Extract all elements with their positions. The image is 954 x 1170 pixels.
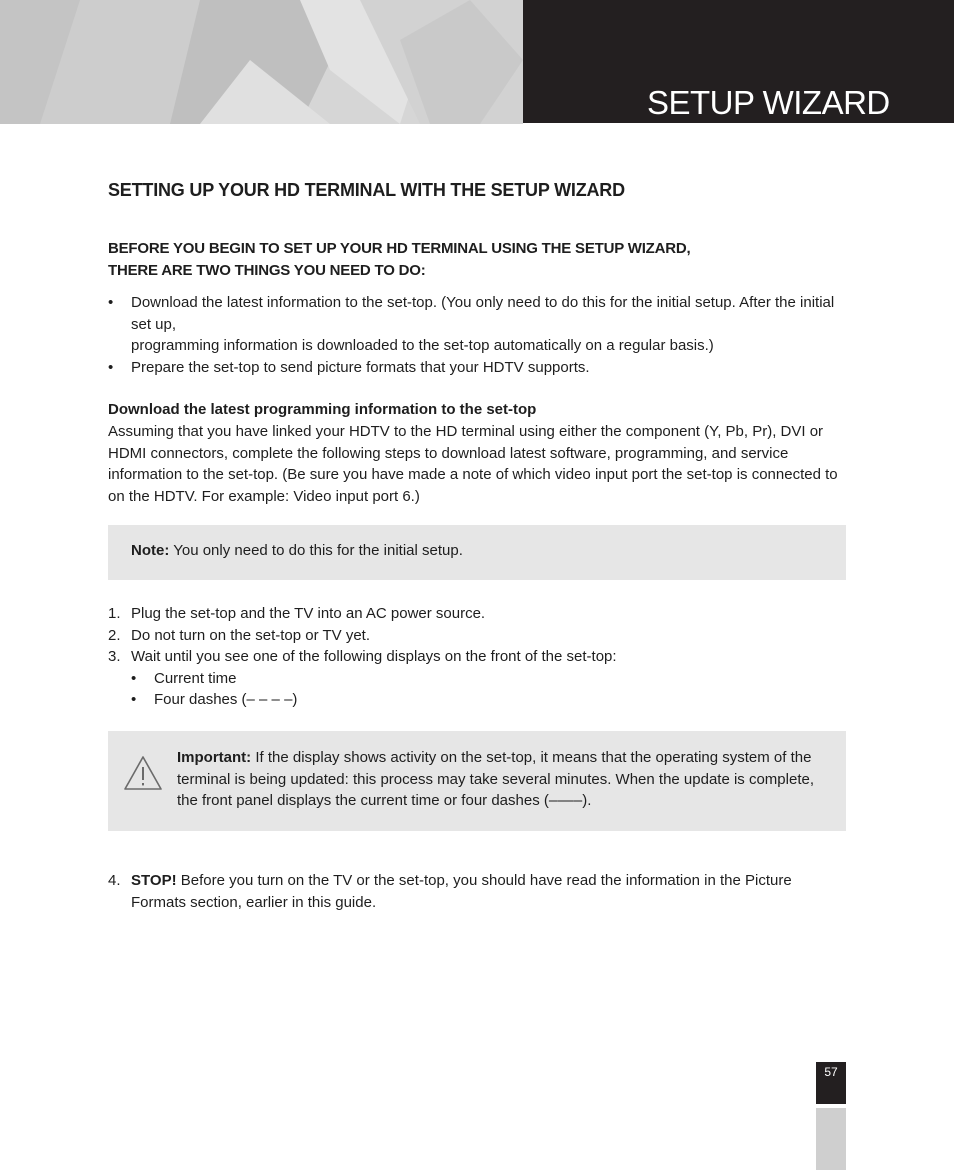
abstract-shapes-graphic bbox=[0, 0, 523, 124]
step-item bbox=[108, 625, 846, 647]
download-subheading: Download the latest programming information to the set-top bbox=[108, 401, 537, 418]
bullet-mark: • bbox=[108, 294, 114, 311]
important-text bbox=[177, 747, 817, 812]
bullet-mark: • bbox=[108, 358, 114, 376]
intro-line-1: BEFORE YOU BEGIN TO SET UP YOUR HD TERMINAL USING THE SETUP WIZARD, bbox=[108, 240, 691, 257]
step-text: Wait until you see one of the following displays on the front of the set-top: bbox=[131, 648, 617, 665]
intro-heading bbox=[108, 238, 691, 281]
header-title-bar bbox=[523, 0, 954, 123]
section-title: SETTING UP YOUR HD TERMINAL WITH THE SETUP WIZARD bbox=[108, 180, 625, 200]
intro-line-2: THERE ARE TWO THINGS YOU NEED TO DO: bbox=[108, 261, 426, 279]
bullet-mark: • bbox=[131, 669, 137, 687]
list-item-text: Four dashes (– – – –) bbox=[154, 691, 298, 708]
page-number-tab bbox=[816, 1062, 846, 1104]
step-number: 2. bbox=[108, 626, 121, 644]
note-text bbox=[131, 540, 463, 562]
list-item-text: Prepare the set-top to send picture formats that your HDTV supports. bbox=[131, 358, 590, 376]
step-item bbox=[108, 646, 846, 711]
page-title: SETUP WIZARD bbox=[647, 84, 890, 121]
steps-list bbox=[108, 603, 846, 711]
important-label: Important: bbox=[177, 749, 252, 766]
header-decorative-graphic bbox=[0, 0, 523, 124]
step-body: Before you turn on the TV or the set-top, you should have read the information in the Picture Formats section, earlier in this guide. bbox=[131, 872, 792, 911]
note-box bbox=[108, 525, 846, 580]
page-edge-tab bbox=[816, 1108, 846, 1170]
step-number: 4. bbox=[108, 872, 121, 889]
step-number: 1. bbox=[108, 605, 121, 622]
list-item-text: Current time bbox=[154, 669, 237, 687]
step-text bbox=[108, 870, 846, 913]
step-number: 3. bbox=[108, 648, 121, 665]
step-text: Do not turn on the set-top or TV yet. bbox=[131, 626, 371, 644]
download-paragraph: Assuming that you have linked your HDTV to the HD terminal using either the component (Y, Pb, Pr), DVI or HDMI connectors, complete the following steps to download latest software, programming, and service information to the set-top. (Be sure you have made a note of which video input port the set-top is connected to on the HDTV. For example: Video input port 6.) bbox=[108, 423, 838, 505]
important-box bbox=[108, 731, 846, 831]
stop-label: STOP! bbox=[131, 872, 177, 889]
display-options-list bbox=[131, 668, 846, 711]
step-item bbox=[108, 870, 846, 913]
list-item-text: programming information is downloaded to the set-top automatically on a regular basis.) bbox=[131, 337, 714, 354]
step-item bbox=[108, 603, 846, 625]
important-body: If the display shows activity on the set-top, it means that the operating system of the terminal is being updated: this process may take several minutes. When the update is complete, the front panel displays the current time or four dashes (––––). bbox=[177, 749, 814, 809]
page-number: 57 bbox=[824, 1065, 838, 1079]
list-item bbox=[131, 689, 846, 711]
list-item bbox=[131, 668, 846, 690]
note-body: You only need to do this for the initial setup. bbox=[169, 542, 463, 559]
list-item bbox=[108, 292, 846, 357]
warning-triangle-icon bbox=[123, 755, 163, 791]
bullet-mark: • bbox=[131, 691, 137, 708]
step-text: Plug the set-top and the TV into an AC power source. bbox=[131, 605, 486, 622]
prerequisite-list bbox=[108, 292, 846, 378]
list-item bbox=[108, 357, 846, 379]
note-label: Note: bbox=[131, 542, 170, 559]
list-item-text: Download the latest information to the set-top. (You only need to do this for the initial setup. After the initial set up, bbox=[131, 294, 835, 333]
